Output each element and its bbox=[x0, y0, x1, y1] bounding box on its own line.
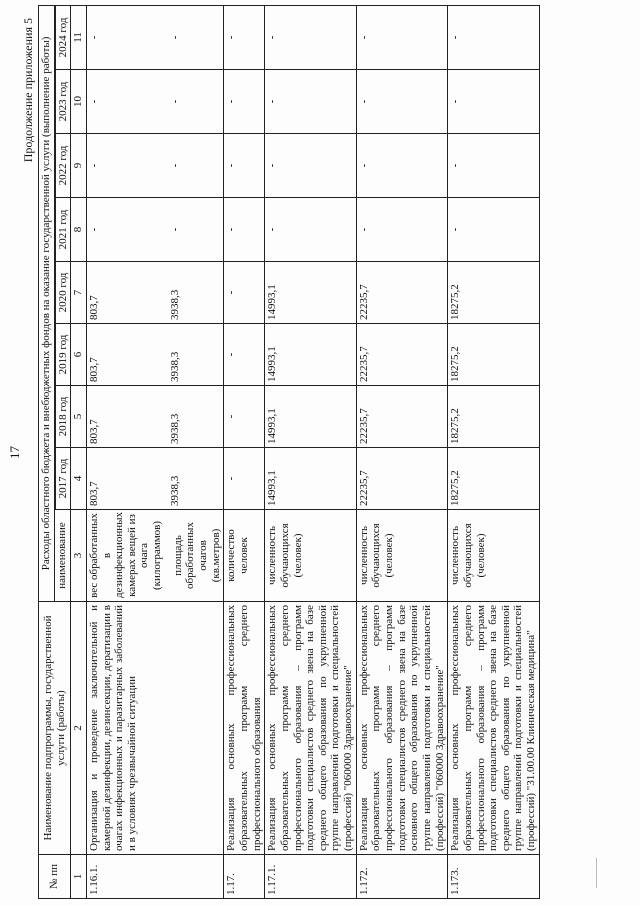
row-indicator: численность обучающихся (человек) bbox=[265, 510, 356, 602]
header-row-1 bbox=[39, 5, 55, 898]
value-cell: - bbox=[224, 70, 265, 134]
table-row bbox=[86, 5, 223, 898]
value-cell: - bbox=[224, 262, 265, 324]
value-cell: 18275,2 bbox=[448, 448, 539, 510]
header-year: 2017 год bbox=[55, 448, 71, 510]
value-cell: - bbox=[356, 5, 447, 69]
table-row bbox=[224, 5, 265, 898]
value-cell: - - bbox=[86, 70, 223, 134]
value-cell: 22235,7 bbox=[356, 448, 447, 510]
header-year: 2023 год bbox=[55, 70, 71, 134]
header-indicator: наименование bbox=[54, 510, 71, 602]
value-cell: - - bbox=[86, 134, 223, 198]
value-cell: - bbox=[356, 198, 447, 262]
value-cell: - bbox=[224, 198, 265, 262]
value-cell: - bbox=[448, 134, 539, 198]
scan-mark bbox=[596, 858, 597, 888]
value-cell: - bbox=[224, 134, 265, 198]
table-row bbox=[356, 5, 447, 898]
value-cell: 14993,1 bbox=[265, 386, 356, 448]
value-cell: 14993,1 bbox=[265, 324, 356, 386]
value-cell: 803,7 3938,3 bbox=[86, 386, 223, 448]
value-cell: - bbox=[265, 198, 356, 262]
value-cell: 18275,2 bbox=[448, 324, 539, 386]
header-year: 2019 год bbox=[55, 324, 71, 386]
header-year: 2021 год bbox=[55, 198, 71, 262]
value-cell: 14993,1 bbox=[265, 448, 356, 510]
expenses-table bbox=[38, 5, 540, 899]
continuation-note: Продолжение приложения 5 bbox=[21, 18, 35, 163]
column-number: 1 bbox=[71, 855, 87, 899]
value-cell: - bbox=[356, 70, 447, 134]
row-indicator bbox=[86, 510, 223, 602]
value-cell: - - bbox=[86, 5, 223, 69]
row-num: 1.16.1. bbox=[86, 855, 223, 899]
value-cell: - - bbox=[86, 198, 223, 262]
value-cell: - bbox=[224, 324, 265, 386]
table-row bbox=[448, 5, 539, 898]
value-cell: - bbox=[265, 70, 356, 134]
column-number: 5 bbox=[71, 386, 87, 448]
row-name: Реализация основных профессиональных образовательных программ среднего профессионального образования – программ подготовки специалистов среднего звена на базе среднего общего образования по укрупненной группе направлений подготовки и специальностей (профессий) "31.00.00 Клиническая медицина" bbox=[448, 602, 539, 855]
row-name: Реализация основных профессиональных образовательных программ среднего профессионального образования bbox=[224, 602, 265, 855]
row-name: Организация и проведение заключительной и камерной дезинфекции, дезинсекции, дератизации в очагах инфекционных и паразитарных заболеваний и в условиях чрезвычайной ситуации bbox=[86, 602, 223, 855]
column-number: 4 bbox=[71, 448, 87, 510]
column-number: 10 bbox=[71, 70, 87, 134]
table-body bbox=[86, 5, 539, 898]
value-cell: - bbox=[224, 386, 265, 448]
value-cell: - bbox=[448, 198, 539, 262]
page-number: 17 bbox=[7, 446, 22, 459]
column-numbers-row bbox=[71, 5, 87, 898]
header-year: 2024 год bbox=[55, 5, 71, 69]
value-cell: 14993,1 bbox=[265, 262, 356, 324]
header-name: Наименование подпрограммы, государственной услуги (работы) bbox=[39, 602, 71, 855]
row-num: 1.173. bbox=[448, 855, 539, 899]
column-number: 8 bbox=[71, 198, 87, 262]
value-cell: 18275,2 bbox=[448, 262, 539, 324]
value-cell: - bbox=[224, 448, 265, 510]
row-name: Реализация основных профессиональных образовательных программ среднего профессионального образования – программ подготовки специалистов среднего звена на базе среднего общего образования по укрупненной группе направлений подготовки и специальностей (профессий) "060000 Здравоохранение" bbox=[265, 602, 356, 855]
column-number: 3 bbox=[71, 510, 87, 602]
value-cell: - bbox=[265, 5, 356, 69]
row-num: 1.172. bbox=[356, 855, 447, 899]
header-expenses: Расходы областного бюджета и внебюджетных фондов на оказание государственной услуги (выполнение работы) bbox=[39, 5, 55, 601]
row-num: 1.17.1. bbox=[265, 855, 356, 899]
header-year: 2018 год bbox=[55, 386, 71, 448]
row-indicator: численность обучающихся (человек) bbox=[448, 510, 539, 602]
header-year: 2020 год bbox=[55, 262, 71, 324]
column-number: 6 bbox=[71, 324, 87, 386]
column-number: 7 bbox=[71, 262, 87, 324]
value-cell: - bbox=[448, 70, 539, 134]
value-cell: 803,7 3938,3 bbox=[86, 448, 223, 510]
value-cell: 22235,7 bbox=[356, 262, 447, 324]
value-cell: - bbox=[448, 5, 539, 69]
header-year: 2022 год bbox=[55, 134, 71, 198]
value-cell: 22235,7 bbox=[356, 324, 447, 386]
row-name: Реализация основных профессиональных образовательных программ среднего профессионального образования – программ подготовки специалистов среднего звена на базе основного общего образования по укрупненной группе направлений подготовки и специальностей (профессий) "060000 Здравоохранение" bbox=[356, 602, 447, 855]
value-cell: 22235,7 bbox=[356, 386, 447, 448]
header-num: № пп bbox=[39, 855, 71, 899]
column-number: 2 bbox=[71, 602, 87, 855]
table-row bbox=[265, 5, 356, 898]
value-cell: - bbox=[265, 134, 356, 198]
value-cell: 803,7 3938,3 bbox=[86, 324, 223, 386]
row-indicator: численность обучающихся (человек) bbox=[356, 510, 447, 602]
indicator-weight: вес обработанных в дезинфекционных камерах вещей из очага (килограммов) bbox=[87, 511, 164, 598]
column-number: 11 bbox=[71, 5, 87, 69]
value-cell: 803,7 3938,3 bbox=[86, 262, 223, 324]
value-cell: 18275,2 bbox=[448, 386, 539, 448]
row-indicator: количество человек bbox=[224, 510, 265, 602]
value-cell: - bbox=[224, 5, 265, 69]
indicator-area: площадь обработанных очагов (кв.метров) bbox=[171, 522, 222, 589]
value-cell: - bbox=[356, 134, 447, 198]
column-number: 9 bbox=[71, 134, 87, 198]
row-num: 1.17. bbox=[224, 855, 265, 899]
